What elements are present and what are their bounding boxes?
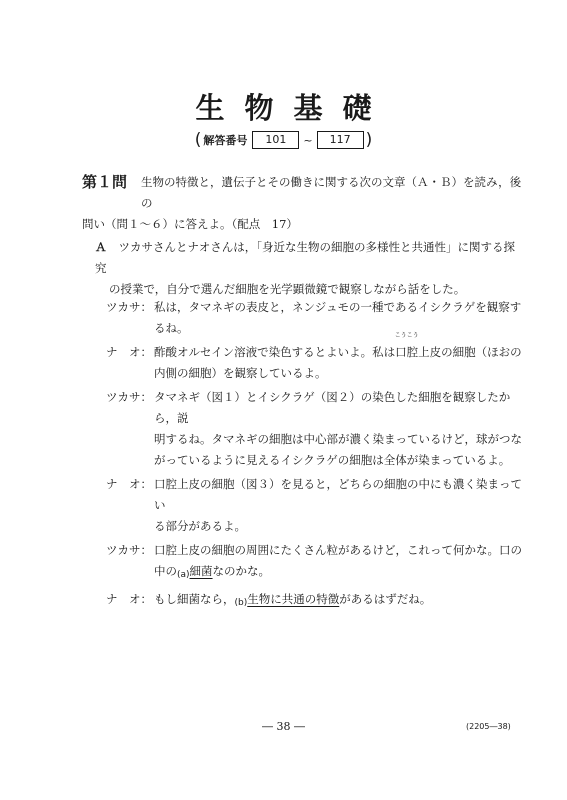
dialogue-turn — [106, 540, 526, 586]
dialogue-text: があるはずだね。 — [339, 592, 432, 606]
dialogue-turn — [106, 474, 526, 537]
section-text-line2: の授業で，自分で選んだ細胞を光学顕微鏡で観察しながら話をした。 — [109, 282, 466, 296]
dialogue-line: 口腔上皮の細胞の周囲にたくさん粒があるけど，これって何かな。口の — [154, 543, 522, 557]
dialogue-line: タマネギ（図１）とイシクラゲ（図２）の染色した細胞を観察したから，説 — [154, 390, 511, 425]
close-paren: ) — [365, 130, 373, 150]
dialogue-line: 明するね。タマネギの細胞は中心部が濃く染まっているけど，球がつな — [154, 432, 522, 446]
section-a-intro — [95, 237, 525, 300]
dialogue-line — [154, 561, 526, 586]
dialogue-line: るね。 — [154, 321, 189, 335]
dialogue-text: なのかな。 — [212, 564, 271, 578]
dialogue-line: 私は，タマネギの表皮と，ネンジュモの一種であるイシクラゲを観察す — [154, 300, 522, 314]
answer-end-box: 117 — [317, 131, 364, 149]
underline-mark-b: (b) — [234, 598, 248, 608]
dialogue-text: 酢酸オルセイン溶液で染色するとよいよ。私は — [154, 345, 396, 359]
dialogue-line: る部分があるよ。 — [154, 519, 246, 533]
dialogue-turn — [106, 297, 526, 339]
speaker-nao: ナ オ： — [106, 477, 152, 491]
answer-start-box: 101 — [252, 131, 299, 149]
question-header — [82, 172, 522, 235]
ruby-reading: こうこう — [394, 332, 419, 339]
dialogue-line: 内側の細胞）を観察しているよ。 — [154, 366, 327, 380]
question-text-line2: 問い（問１～６）に答えよ。（配点 17） — [82, 217, 298, 231]
dialogue — [106, 297, 526, 617]
dialogue-text: もし細菌なら， — [154, 592, 235, 606]
underlined-term-a: 細菌 — [189, 564, 213, 578]
dialogue-text: 上皮の細胞（ほおの — [418, 345, 522, 359]
speaker-nao: ナ オ： — [106, 592, 152, 606]
dialogue-turn — [106, 332, 526, 384]
range-tilde: ~ — [303, 133, 313, 147]
dialogue-line — [154, 332, 526, 363]
open-paren: ( — [194, 130, 202, 150]
answer-number-range — [0, 130, 567, 150]
section-text-line1: ツカサさんとナオさんは，「身近な生物の細胞の多様性と共通性」に関する探究 — [95, 240, 516, 275]
speaker-tsukasa: ツカサ： — [106, 543, 152, 557]
underlined-term-b: 生物に共通の特徴 — [247, 592, 340, 606]
page-title: 生物基礎 — [195, 91, 392, 125]
page-number: ― 38 ― — [262, 720, 305, 733]
dialogue-line: がっているように見えるイシクラゲの細胞は全体が染まっているよ。 — [154, 453, 511, 467]
dialogue-line: 口腔上皮の細胞（図３）を見ると，どちらの細胞の中にも濃く染まってい — [154, 477, 522, 512]
speaker-nao: ナ オ： — [106, 345, 152, 359]
dialogue-turn — [106, 387, 526, 471]
dialogue-line — [154, 589, 526, 614]
dialogue-turn — [106, 589, 526, 614]
question-text-line1: 生物の特徴と，遺伝子とその働きに関する次の文章（Ａ・Ｂ）を読み，後の — [141, 175, 522, 210]
section-label: Ａ — [95, 240, 107, 254]
speaker-tsukasa: ツカサ： — [106, 300, 152, 314]
question-number: 第１問 — [82, 173, 128, 191]
page-code: (2205―38) — [466, 722, 511, 731]
answer-number-label: 解答番号 — [203, 134, 248, 147]
underline-mark-a: (a) — [177, 570, 190, 580]
ruby-word — [394, 332, 419, 363]
speaker-tsukasa: ツカサ： — [106, 390, 152, 404]
ruby-base: 口腔 — [395, 345, 419, 359]
dialogue-text: 中の — [154, 564, 177, 578]
